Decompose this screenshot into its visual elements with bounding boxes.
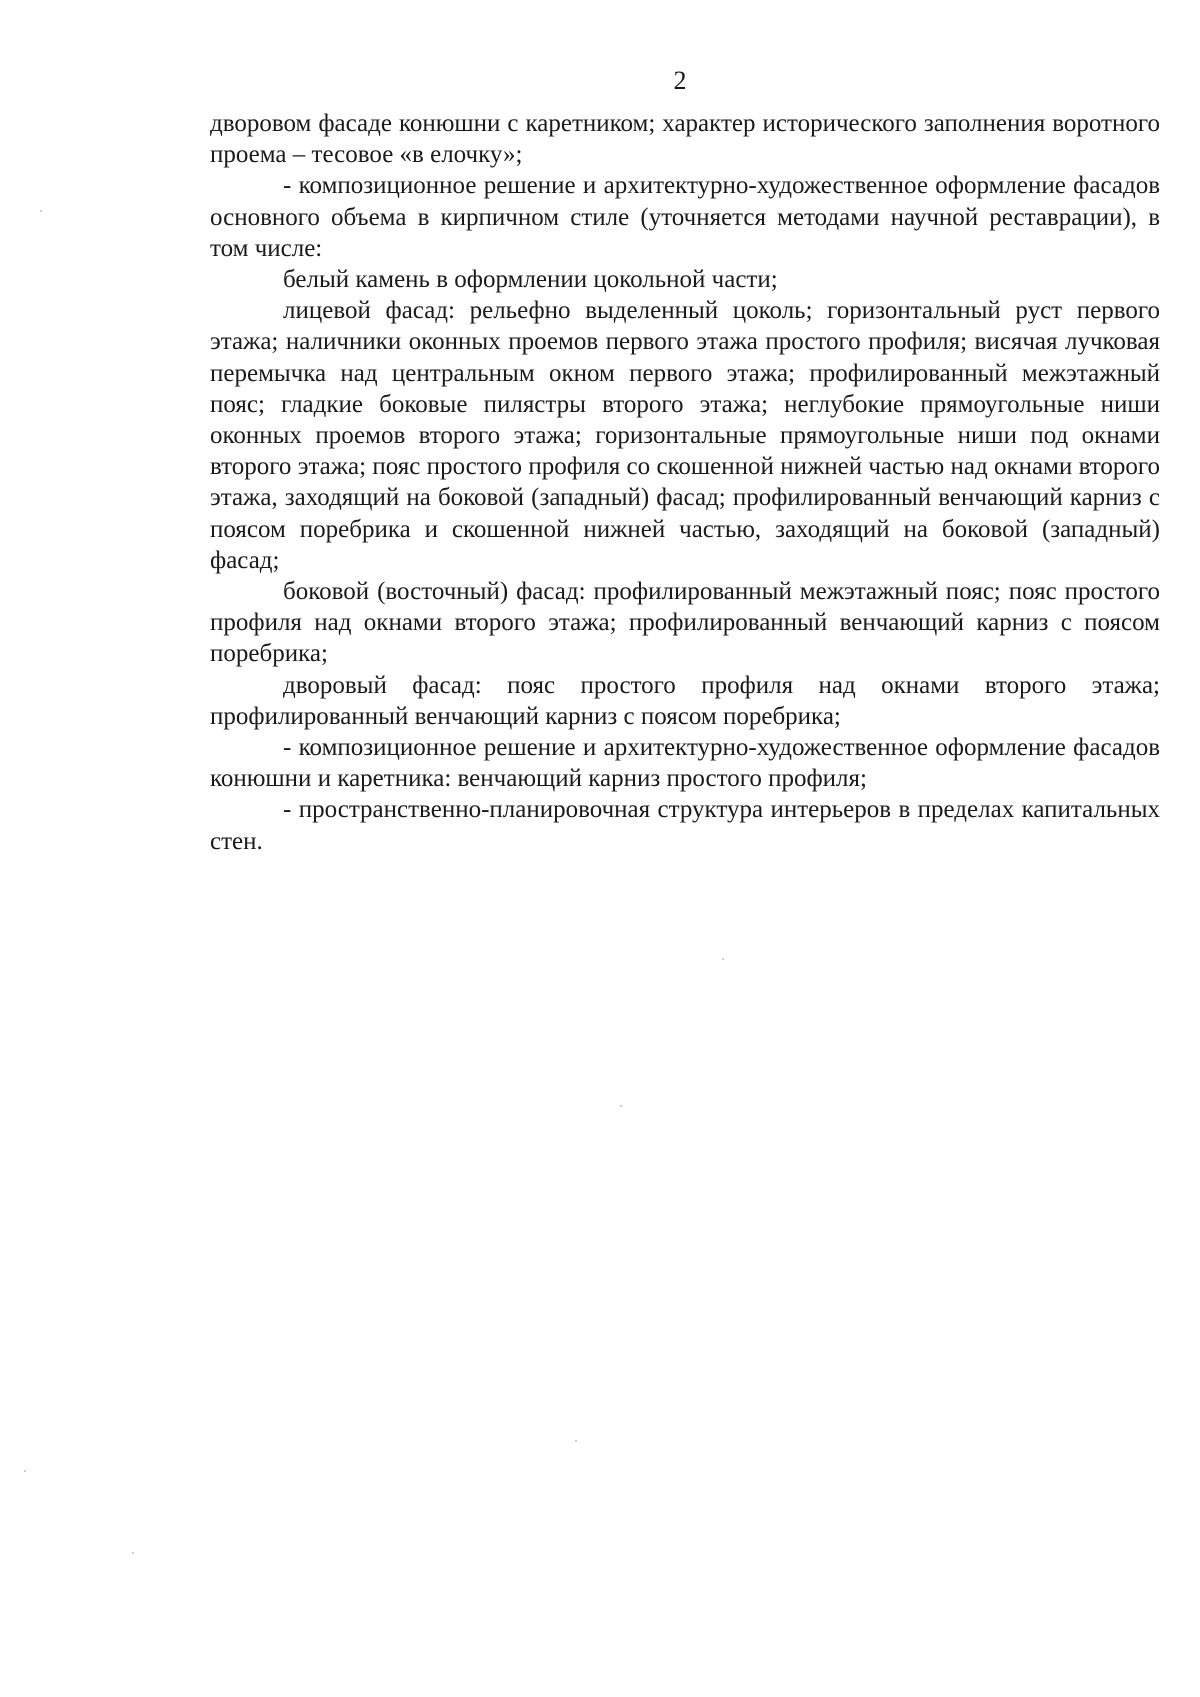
paragraph: - пространственно-планировочная структура интерьеров в пределах капитальных стен. <box>210 796 1160 855</box>
paragraph: белый камень в оформлении цокольной части; <box>283 266 778 294</box>
paragraph: боковой (восточный) фасад: профилированный межэтажный пояс; пояс простого профиля над окнами второго этажа; профилированный венчающий карниз с поясом поребрика; <box>210 578 1160 668</box>
scan-speck <box>132 1552 134 1554</box>
scan-speck <box>620 1105 622 1107</box>
paragraph: дворовом фасаде конюшни с каретником; характер исторического заполнения воротного проема – тесовое «в елочку»; <box>210 110 1160 169</box>
document-body <box>210 108 1160 857</box>
scan-speck <box>40 210 42 212</box>
paragraph: лицевой фасад: рельефно выделенный цоколь; горизонтальный руст первого этажа; наличники оконных проемов первого этажа простого профиля; висячая лучковая перемычка над центральным окном первого этажа; профилированный межэтажный пояс; гладкие боковые пилястры второго этажа; неглубокие прямоугольные ниши оконных проемов второго этажа; горизонтальные прямоугольные ниши под окнами второго этажа; пояс простого профиля со скошенной нижней частью над окнами второго этажа, заходящий на боковой (западный) фасад; профилированный венчающий карниз с поясом поребрика и скошенной нижней частью, заходящий на боковой (западный) фасад; <box>210 297 1160 574</box>
scan-speck <box>722 958 724 960</box>
scan-speck <box>24 1470 26 1472</box>
page-number: 2 <box>673 66 687 95</box>
paragraph: - композиционное решение и архитектурно-художественное оформление фасадов конюшни и каретника: венчающий карниз простого профиля; <box>210 734 1160 793</box>
paragraph: дворовый фасад: пояс простого профиля над окнами второго этажа; профилированный венчающий карниз с поясом поребрика; <box>210 671 1160 730</box>
scan-speck <box>575 1440 577 1442</box>
paragraph: - композиционное решение и архитектурно-художественное оформление фасадов основного объема в кирпичном стиле (уточняется методами научной реставрации), в том числе: <box>210 172 1160 262</box>
